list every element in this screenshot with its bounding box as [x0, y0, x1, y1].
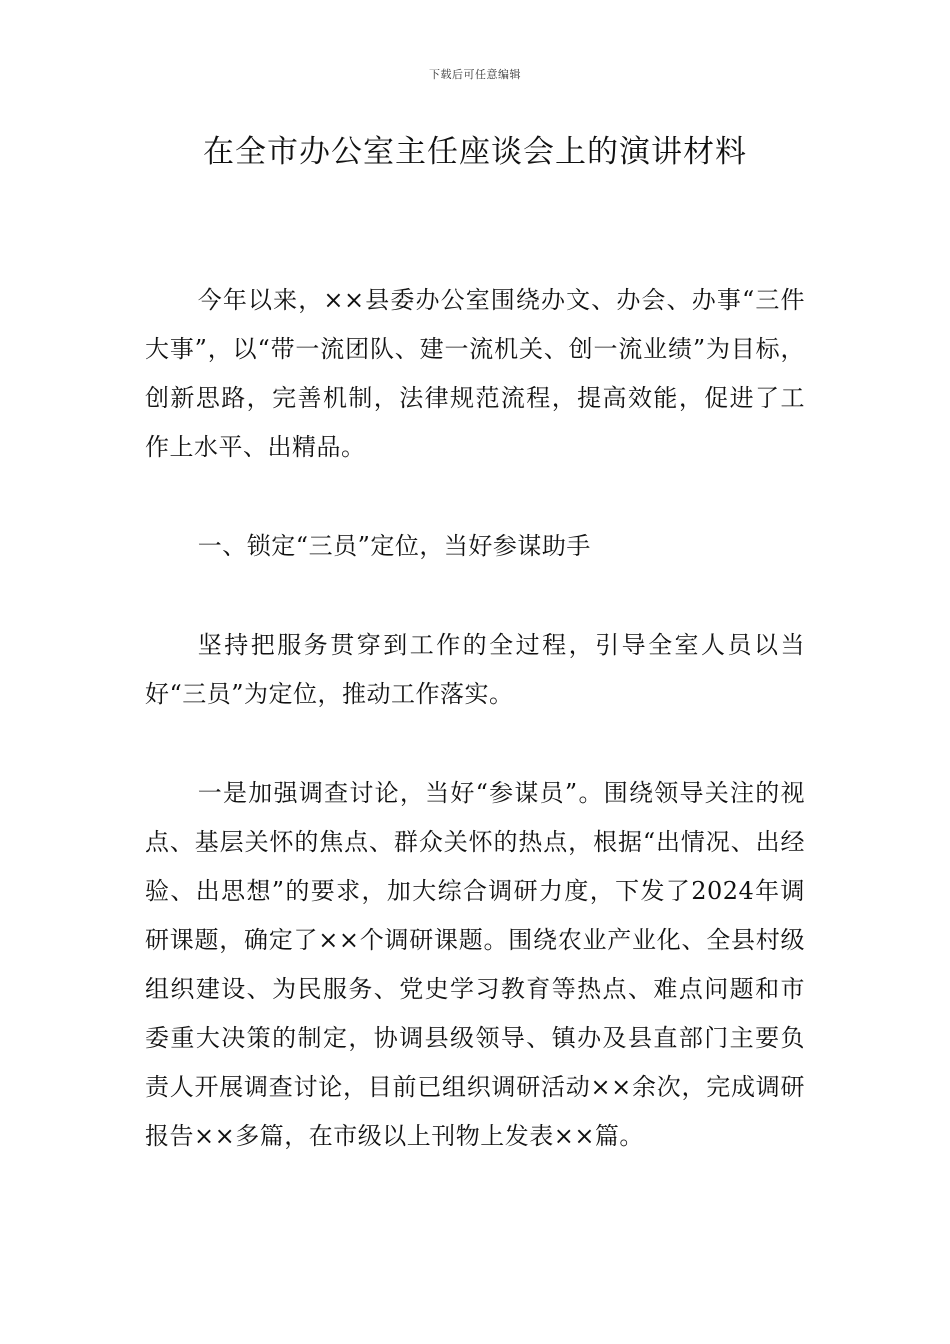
section-heading-1: 一、锁定“三员”定位，当好参谋助手 — [197, 532, 591, 560]
header-note: 下载后可任意编辑 — [429, 68, 521, 81]
document-title: 在全市办公室主任座谈会上的演讲材料 — [203, 134, 747, 170]
document-body — [145, 276, 805, 1211]
paragraph-section-1-intro: 坚持把服务贯穿到工作的全过程，引导全室人员以当好“三员”为定位，推动工作落实。 — [145, 631, 805, 708]
paragraph-intro: 今年以来，××县委办公室围绕办文、办会、办事“三件大事”，以“带一流团队、建一流机关、创一流业绩”为目标，创新思路，完善机制，法律规范流程，提高效能，促进了工作上水平、出精品。 — [145, 286, 805, 461]
paragraph-research: 一是加强调查讨论，当好“参谋员”。围绕领导关注的视点、基层关怀的焦点、群众关怀的热点，根据“出情况、出经验、出思想”的要求，加大综合调研力度，下发了2024年调研课题，确定了××个调研课题。围绕农业产业化、全县村级组织建设、为民服务、党史学习教育等热点、难点问题和市委重大决策的制定，协调县级领导、镇办及县直部门主要负责人开展调查讨论，目前已组织调研活动××余次，完成调研报告××多篇，在市级以上刊物上发表××篇。 — [145, 779, 805, 1150]
